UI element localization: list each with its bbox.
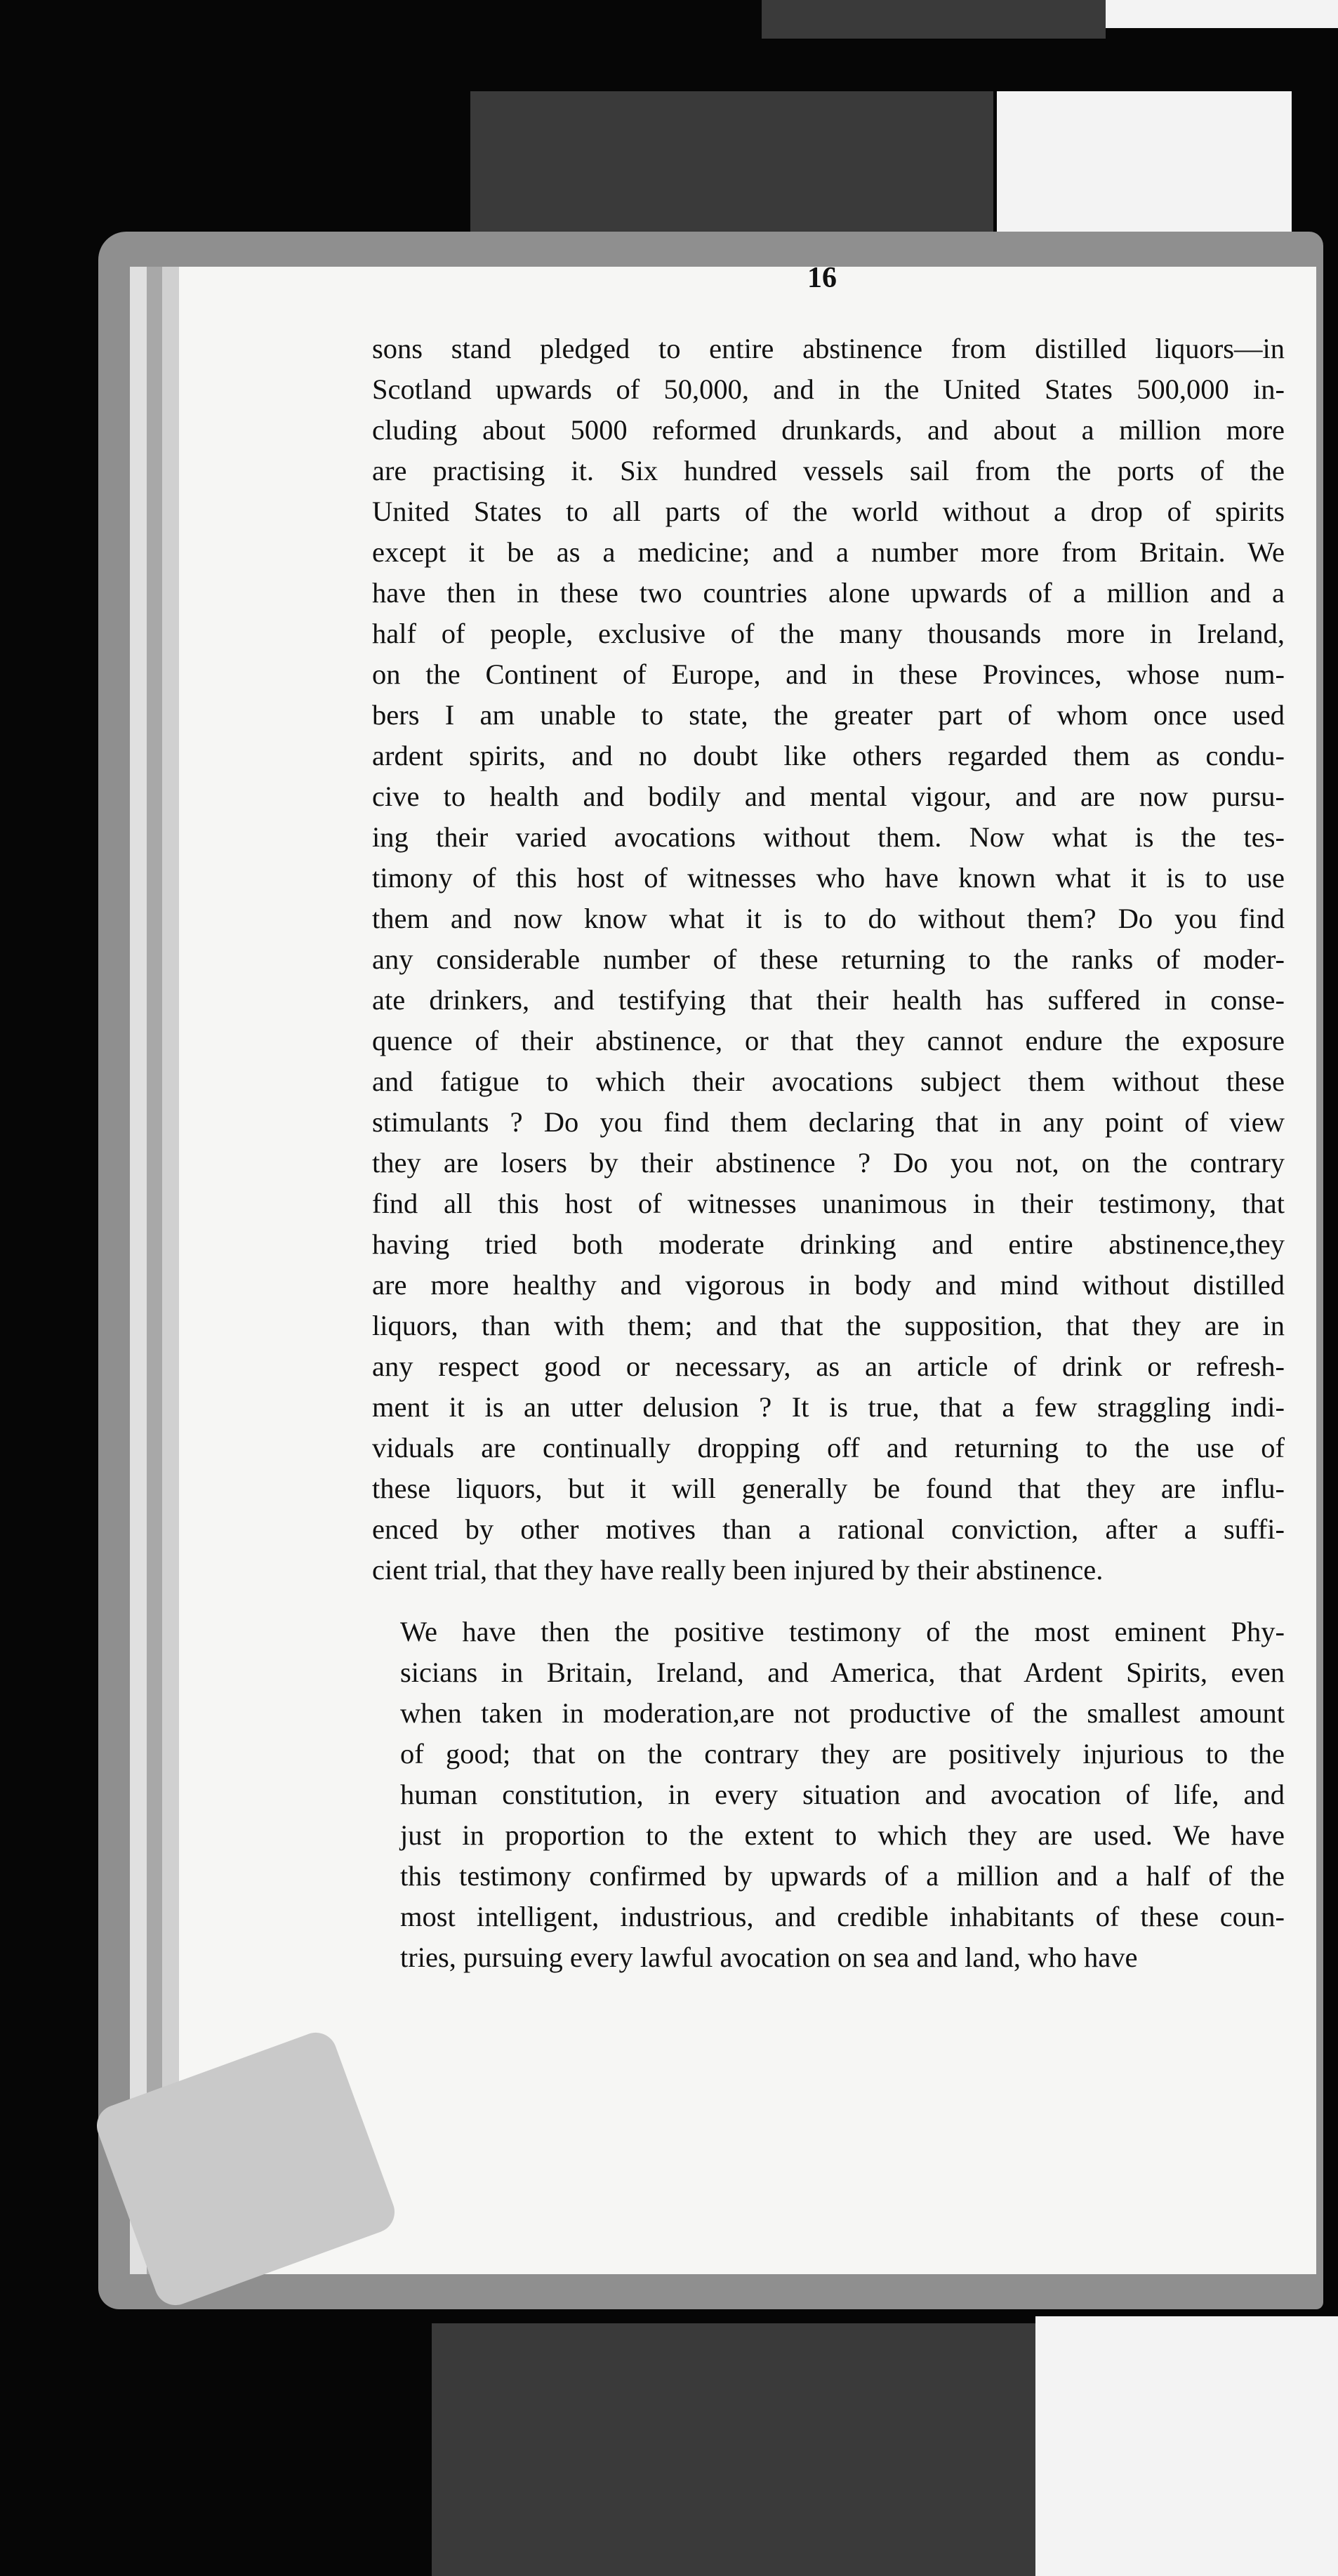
- text-line: just in proportion to the extent to which they are used. We have: [400, 1819, 1285, 1851]
- paragraph-1: [372, 328, 1285, 1591]
- top-grey-strip: [762, 0, 1106, 39]
- text-line: ate drinkers, and testifying that their health has suffered in conse-: [372, 984, 1285, 1016]
- lower-white-panel: [1035, 2316, 1338, 2576]
- text-line: sicians in Britain, Ireland, and America, that Ardent Spirits, even: [400, 1657, 1285, 1688]
- text-line: when taken in moderation,are not productive of the smallest amount: [400, 1697, 1285, 1729]
- text-line: most intelligent, industrious, and credible inhabitants of these coun-: [400, 1901, 1285, 1932]
- text-line: cluding about 5000 reformed drunkards, and about a million more: [372, 414, 1285, 446]
- text-line: find all this host of witnesses unanimous in their testimony, that: [372, 1188, 1285, 1219]
- text-line: liquors, than with them; and that the supposition, that they are in: [372, 1310, 1285, 1341]
- text-line: having tried both moderate drinking and entire abstinence,they: [372, 1228, 1285, 1260]
- text-line: are more healthy and vigorous in body and mind without distilled: [372, 1269, 1285, 1301]
- top-white-strip: [1106, 0, 1338, 28]
- text-line: any respect good or necessary, as an article of drink or refresh-: [372, 1350, 1285, 1382]
- body-text: [372, 328, 1285, 1978]
- text-line: viduals are continually dropping off and returning to the use of: [372, 1432, 1285, 1463]
- text-line: these liquors, but it will generally be found that they are influ-: [372, 1473, 1285, 1504]
- text-line: ardent spirits, and no doubt like others regarded them as condu-: [372, 740, 1285, 771]
- text-line: half of people, exclusive of the many thousands more in Ireland,: [372, 618, 1285, 649]
- text-line: on the Continent of Europe, and in these Provinces, whose num-: [372, 658, 1285, 690]
- page-number: 16: [807, 262, 837, 294]
- text-line: are practising it. Six hundred vessels sail from the ports of the: [372, 455, 1285, 486]
- text-line: tries, pursuing every lawful avocation on sea and land, who have: [400, 1941, 1138, 1973]
- text-line: human constitution, in every situation and avocation of life, and: [400, 1779, 1285, 1810]
- text-line: timony of this host of witnesses who have known what it is to use: [372, 862, 1285, 894]
- lower-grey-panel: [432, 2323, 1035, 2576]
- text-line: this testimony confirmed by upwards of a million and a half of the: [400, 1860, 1285, 1892]
- text-line: have then in these two countries alone upwards of a million and a: [372, 577, 1285, 609]
- text-line: ment it is an utter delusion ? It is true, that a few straggling indi-: [372, 1391, 1285, 1423]
- text-line: any considerable number of these returning to the ranks of moder-: [372, 943, 1285, 975]
- text-line: except it be as a medicine; and a number more from Britain. We: [372, 536, 1285, 568]
- text-line: they are losers by their abstinence ? Do you not, on the contrary: [372, 1147, 1285, 1179]
- text-line: sons stand pledged to entire abstinence from distilled liquors—in: [372, 333, 1285, 364]
- paragraph-2: [372, 1612, 1285, 1978]
- text-line: of good; that on the contrary they are positively injurious to the: [400, 1738, 1285, 1770]
- text-line: Scotland upwards of 50,000, and in the United States 500,000 in-: [372, 373, 1285, 405]
- text-line: quence of their abstinence, or that they cannot endure the exposure: [372, 1025, 1285, 1056]
- text-line: stimulants ? Do you find them declaring that in any point of view: [372, 1106, 1285, 1138]
- text-line: ing their varied avocations without them. Now what is the tes-: [372, 821, 1285, 853]
- text-line: cient trial, that they have really been injured by their abstinence.: [372, 1554, 1104, 1586]
- text-line: enced by other motives than a rational conviction, after a suffi-: [372, 1513, 1285, 1545]
- text-line: and fatigue to which their avocations subject them without these: [372, 1065, 1285, 1097]
- text-line: United States to all parts of the world without a drop of spirits: [372, 496, 1285, 527]
- text-line: them and now know what it is to do without them? Do you find: [372, 903, 1285, 934]
- upper-grey-panel: [470, 91, 993, 253]
- text-line: bers I am unable to state, the greater part of whom once used: [372, 699, 1285, 731]
- text-line: cive to health and bodily and mental vigour, and are now pursu-: [372, 781, 1285, 812]
- text-line: We have then the positive testimony of the most eminent Phy-: [400, 1616, 1285, 1647]
